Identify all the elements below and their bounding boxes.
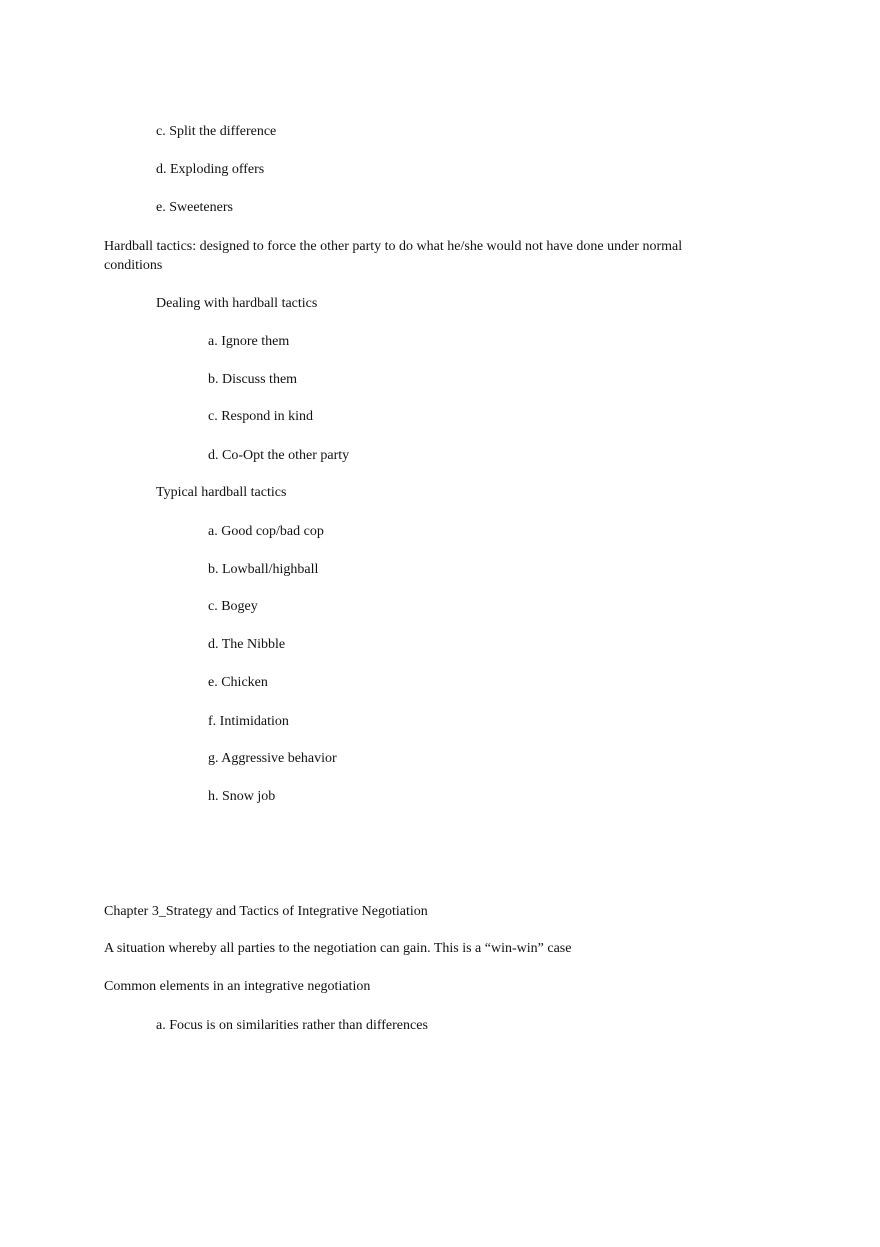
typical-heading: Typical hardball tactics <box>156 485 287 500</box>
list-item: g. Aggressive behavior <box>208 751 337 766</box>
chapter-definition: A situation whereby all parties to the negotiation can gain. This is a “win-win” case <box>104 941 572 956</box>
elements-heading: Common elements in an integrative negotiation <box>104 979 371 994</box>
list-item: a. Good cop/bad cop <box>208 524 324 539</box>
dealing-heading: Dealing with hardball tactics <box>156 296 318 311</box>
chapter-title: Chapter 3_Strategy and Tactics of Integrative Negotiation <box>104 904 428 919</box>
list-item: e. Chicken <box>208 675 268 690</box>
list-item: d. The Nibble <box>208 637 286 652</box>
list-item: c. Bogey <box>208 599 258 614</box>
list-item: b. Lowball/highball <box>208 562 319 577</box>
list-item: c. Split the difference <box>156 124 277 139</box>
list-item: h. Snow job <box>208 789 276 804</box>
list-item: c. Respond in kind <box>208 409 313 424</box>
list-item: d. Exploding offers <box>156 162 265 177</box>
list-item: a. Ignore them <box>208 334 290 349</box>
list-item: d. Co-Opt the other party <box>208 448 350 463</box>
list-item: a. Focus is on similarities rather than differences <box>156 1018 428 1033</box>
list-item: f. Intimidation <box>208 714 289 729</box>
list-item: e. Sweeteners <box>156 200 233 215</box>
list-item: b. Discuss them <box>208 372 298 387</box>
hardball-definition: Hardball tactics: designed to force the other party to do what he/she would not have done under normal conditions <box>104 239 683 273</box>
